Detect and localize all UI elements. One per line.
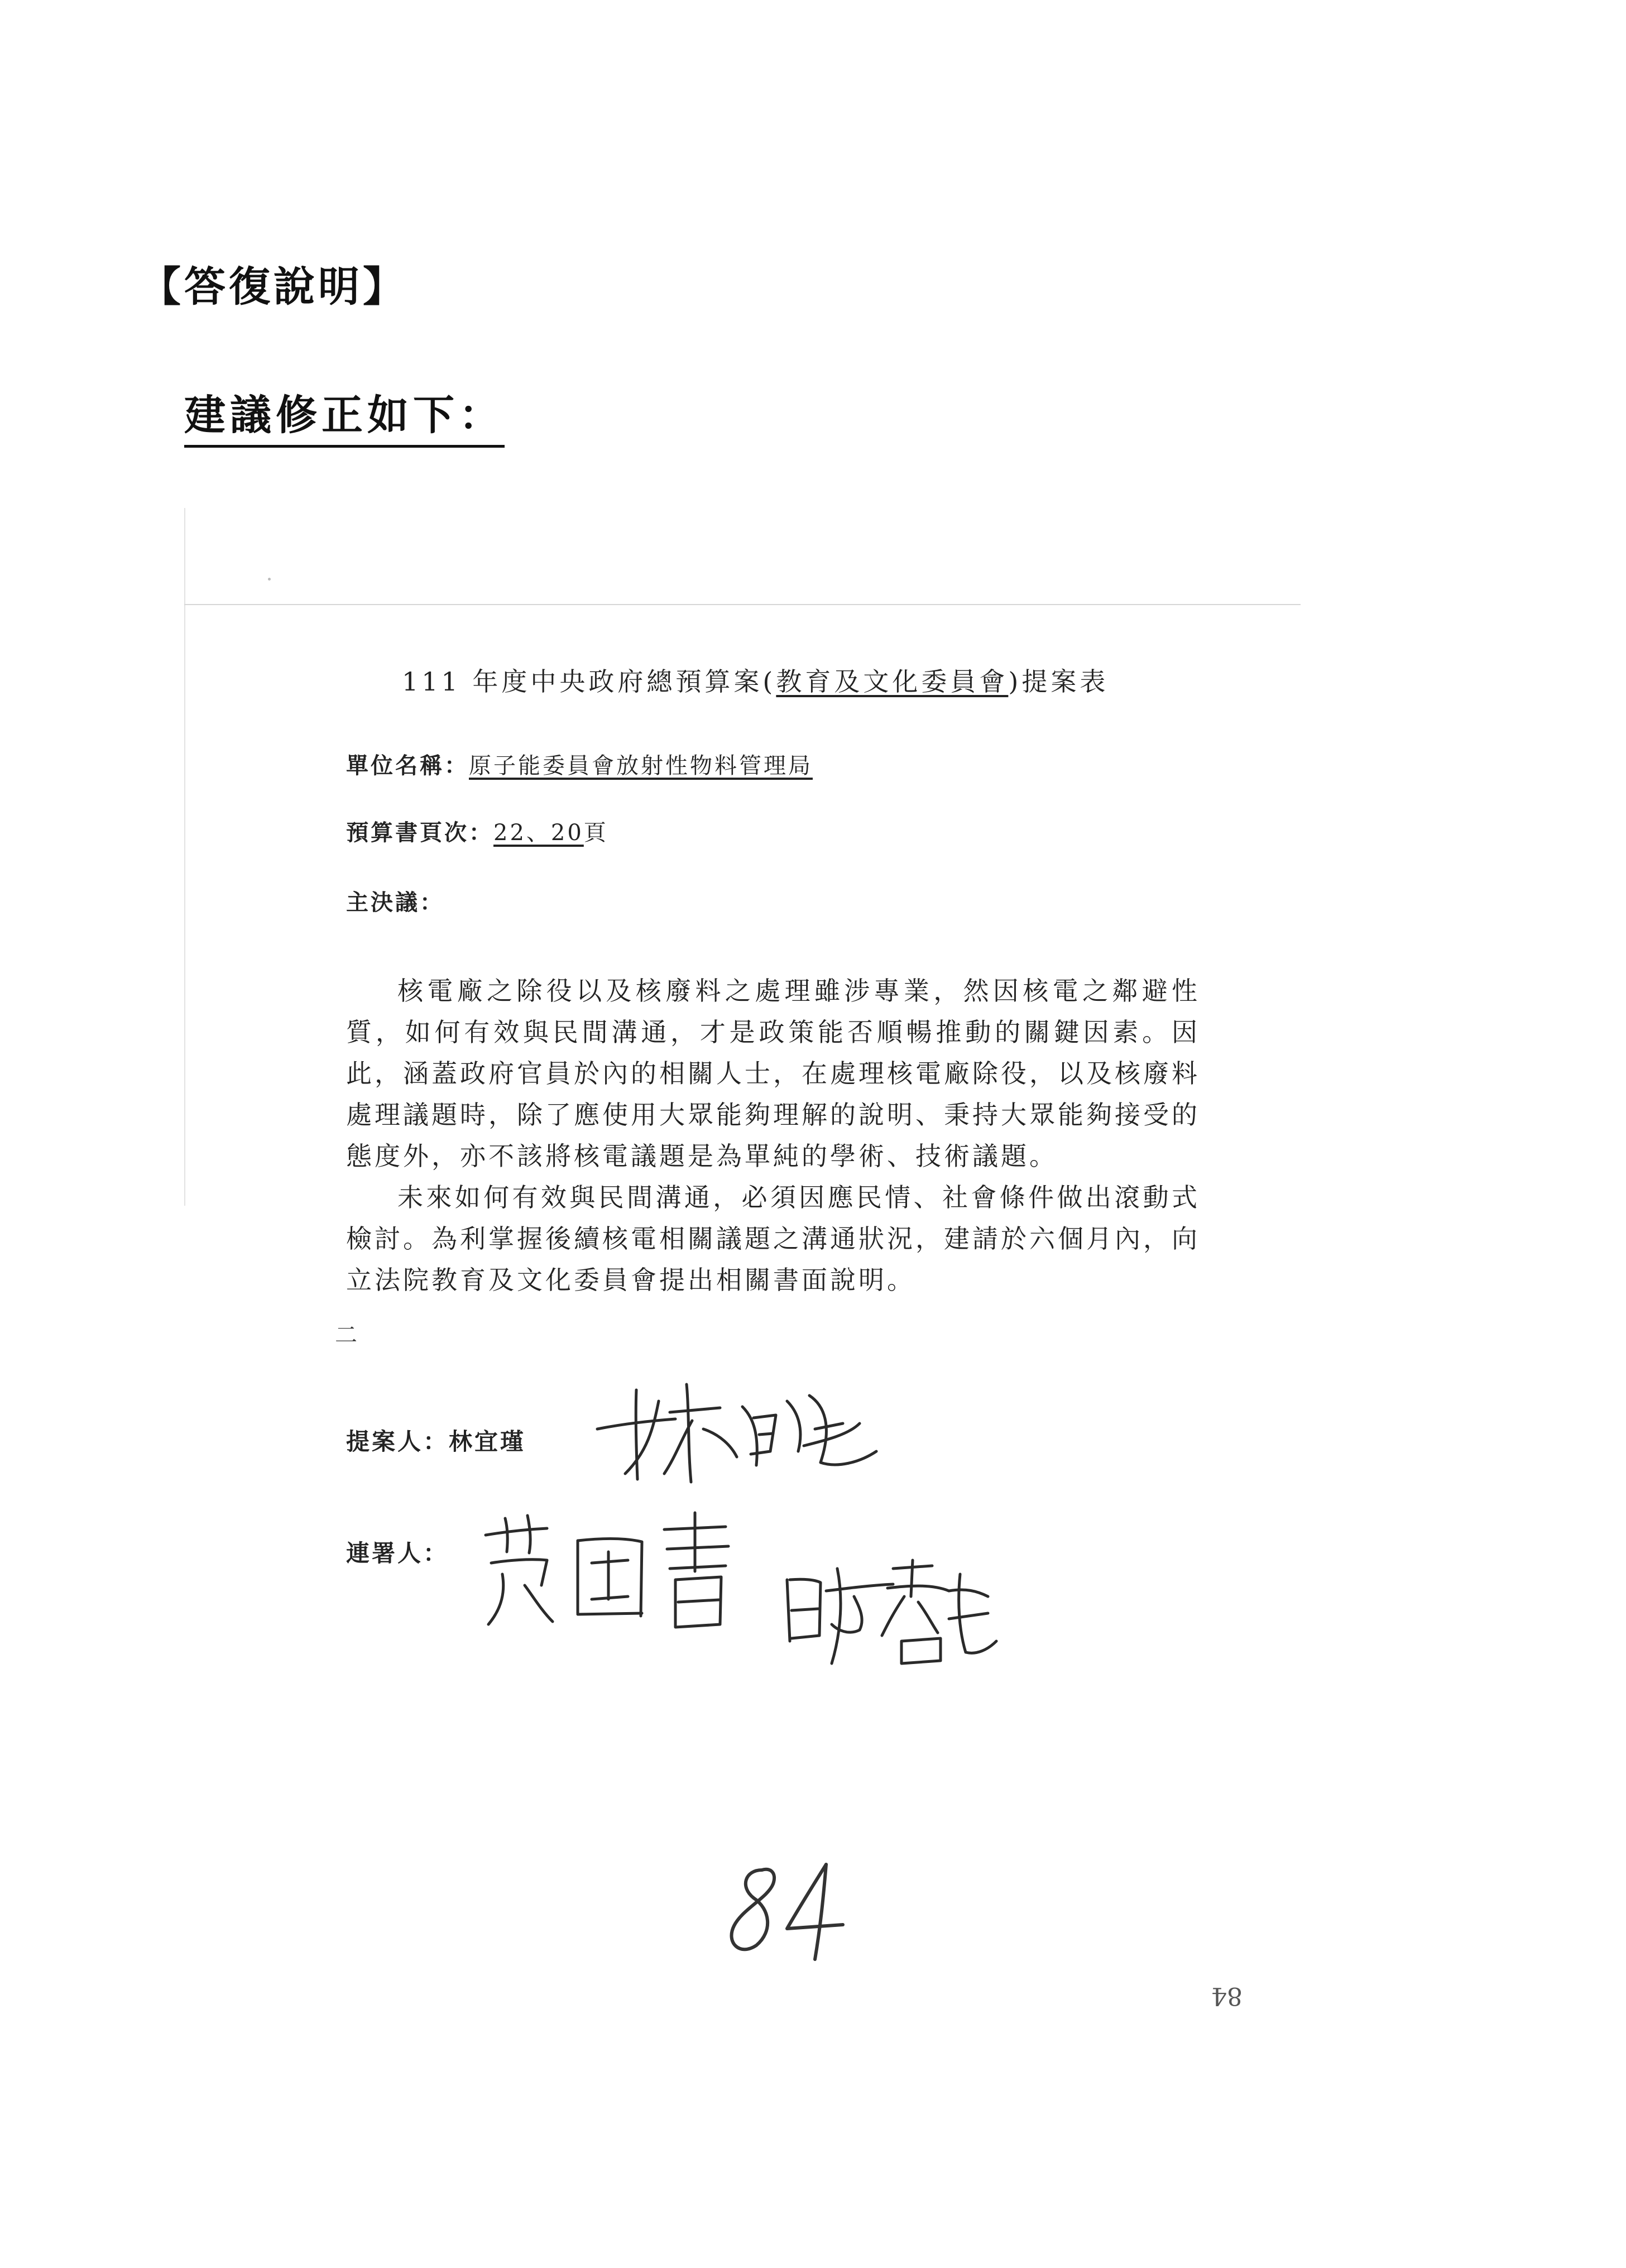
handwritten-margin-mark: 二 (335, 1322, 357, 1348)
scan-edge-line (184, 508, 185, 1206)
unit-label: 單位名稱： (346, 752, 469, 779)
scan-fold-line (184, 604, 1301, 605)
cosigner-label: 連署人： (346, 1540, 449, 1567)
cosigner-signature-2 (781, 1557, 999, 1669)
resolution-field (346, 885, 444, 917)
cosigner-signature-1 (480, 1507, 737, 1636)
resolution-label: 主決議： (346, 889, 444, 915)
pages-value: 22、20 (493, 820, 584, 846)
resolution-body (346, 970, 1200, 1301)
unit-field (346, 748, 813, 780)
reply-heading: 【答復說明】 (140, 263, 407, 311)
form-title (402, 661, 1109, 698)
pages-field (346, 815, 608, 847)
proposer-field (346, 1423, 526, 1457)
page-number-faint: 84 (1211, 1982, 1243, 2010)
proposer-signature (592, 1368, 882, 1496)
resolution-paragraph-2: 未來如何有效與民間溝通，必須因應民情、社會條件做出滾動式檢討。為利掌握後續核電相關議題之溝通狀況，建請於六個月內，向立法院教育及文化委員會提出相關書面說明。 (346, 1182, 1200, 1295)
cosigner-field (346, 1535, 449, 1569)
proposal-heading: 建議修正如下： (184, 382, 505, 448)
proposer-name: 林宜瑾 (449, 1428, 526, 1455)
form-title-suffix: )提案表 (1008, 667, 1109, 697)
proposer-label: 提案人： (346, 1428, 449, 1455)
resolution-paragraph-1: 核電廠之除役以及核廢料之處理雖涉專業，然因核電之鄰避性質，如何有效與民間溝通，才是政策能否順暢推動的關鍵因素。因此，涵蓋政府官員於內的相關人士，在處理核電廠除役，以及核廢料處理議題時，除了應使用大眾能夠理解的說明、秉持大眾能夠接受的態度外，亦不該將核電議題是為單純的學術、技術議題。 (346, 976, 1200, 1171)
unit-value: 原子能委員會放射性物料管理局 (469, 753, 813, 779)
handwritten-page-number (720, 1853, 854, 1965)
form-title-prefix: 111 年度中央政府總預算案( (402, 667, 776, 697)
form-title-committee: 教育及文化委員會 (776, 667, 1009, 697)
pages-label: 預算書頁次： (346, 819, 493, 846)
scan-speck (268, 578, 271, 581)
pages-unit: 頁 (583, 820, 608, 846)
